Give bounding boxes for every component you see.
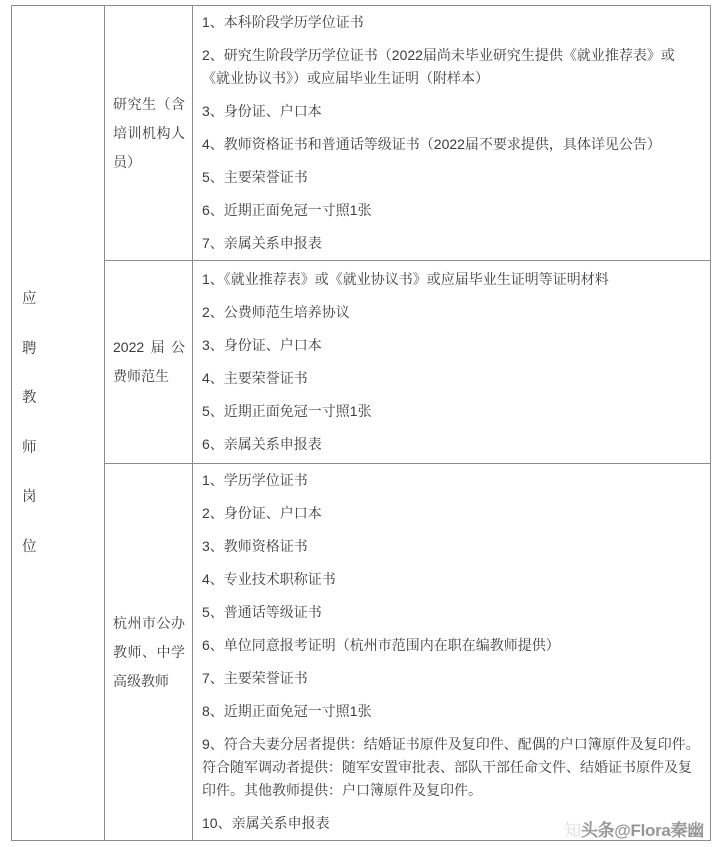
table-body bbox=[12, 6, 711, 841]
group-name-label: 2022届公费师范生 bbox=[113, 339, 185, 384]
watermark-prefix: 知 bbox=[564, 821, 581, 840]
list-item: 2、研究生阶段学历学位证书（2022届尚未毕业研究生提供《就业推荐表》或《就业协议书》）或应届毕业生证明（附样本） bbox=[202, 47, 675, 86]
list-item: 1、《就业推荐表》或《就业协议书》或应届毕业生证明等证明材料 bbox=[202, 271, 609, 287]
vertical-header-cell bbox=[12, 6, 105, 841]
table-row bbox=[12, 464, 711, 841]
list-item: 9、符合夫妻分居者提供：结婚证书原件及复印件、配偶的户口簿原件及复印件。符合随军调动者提供：随军安置审批表、部队干部任命文件、结婚证书原件及复印件。其他教师提供：户口簿原件及复印件。 bbox=[202, 736, 700, 798]
vertical-char-1: 应 bbox=[22, 291, 37, 307]
list-item: 1、本科阶段学历学位证书 bbox=[202, 14, 364, 30]
list-item: 1、学历学位证书 bbox=[202, 472, 308, 488]
vertical-char-4: 师 bbox=[22, 439, 37, 456]
items-cell-public bbox=[193, 464, 711, 841]
list-item: 7、主要荣誉证书 bbox=[202, 670, 308, 686]
group-name-cell-public bbox=[105, 464, 193, 841]
list-item: 5、主要荣誉证书 bbox=[202, 169, 308, 185]
list-item: 6、近期正面免冠一寸照1张 bbox=[202, 202, 372, 218]
list-item: 4、主要荣誉证书 bbox=[202, 370, 308, 386]
vertical-char-6: 位 bbox=[22, 538, 37, 555]
list-item: 3、身份证、户口本 bbox=[202, 337, 322, 353]
list-item: 2、身份证、户口本 bbox=[202, 505, 322, 521]
list-item: 3、教师资格证书 bbox=[202, 538, 308, 554]
items-cell-gongfei bbox=[193, 261, 711, 464]
group-name-cell-graduate bbox=[105, 6, 193, 261]
list-item: 8、近期正面免冠一寸照1张 bbox=[202, 703, 372, 719]
group-name-label: 杭州市公办教师、中学高级教师 bbox=[113, 614, 185, 689]
list-item: 4、教师资格证书和普通话等级证书（2022届不要求提供，具体详见公告） bbox=[202, 136, 661, 152]
group-name-label: 研究生（含培训机构人员） bbox=[113, 95, 185, 170]
requirement-list bbox=[193, 263, 710, 461]
vertical-char-2: 聘 bbox=[22, 340, 37, 357]
requirement-list bbox=[193, 464, 710, 840]
items-cell-graduate bbox=[193, 6, 711, 261]
vertical-char-5: 岗 bbox=[22, 489, 37, 505]
list-item: 10、亲属关系申报表 bbox=[202, 815, 330, 831]
list-item: 5、普通话等级证书 bbox=[202, 604, 322, 620]
watermark-platform: 头条 bbox=[580, 821, 615, 840]
requirements-table-container bbox=[11, 5, 709, 829]
table-row bbox=[12, 6, 711, 261]
vertical-header-label bbox=[12, 6, 104, 840]
requirements-table bbox=[11, 5, 711, 841]
list-item: 3、身份证、户口本 bbox=[202, 103, 322, 119]
table-row bbox=[12, 261, 711, 464]
list-item: 4、专业技术职称证书 bbox=[202, 571, 336, 587]
vertical-char-3: 教 bbox=[22, 390, 37, 406]
list-item: 6、亲属关系申报表 bbox=[202, 436, 322, 452]
list-item: 5、近期正面免冠一寸照1张 bbox=[202, 403, 372, 419]
list-item: 2、公费师范生培养协议 bbox=[202, 304, 350, 320]
group-name-cell-gongfei bbox=[105, 261, 193, 464]
watermark-handle: @Flora秦幽 bbox=[614, 821, 704, 840]
list-item: 7、亲属关系申报表 bbox=[202, 235, 322, 251]
list-item: 6、单位同意报考证明（杭州市范围内在职在编教师提供） bbox=[202, 637, 560, 653]
requirement-list bbox=[193, 6, 710, 260]
